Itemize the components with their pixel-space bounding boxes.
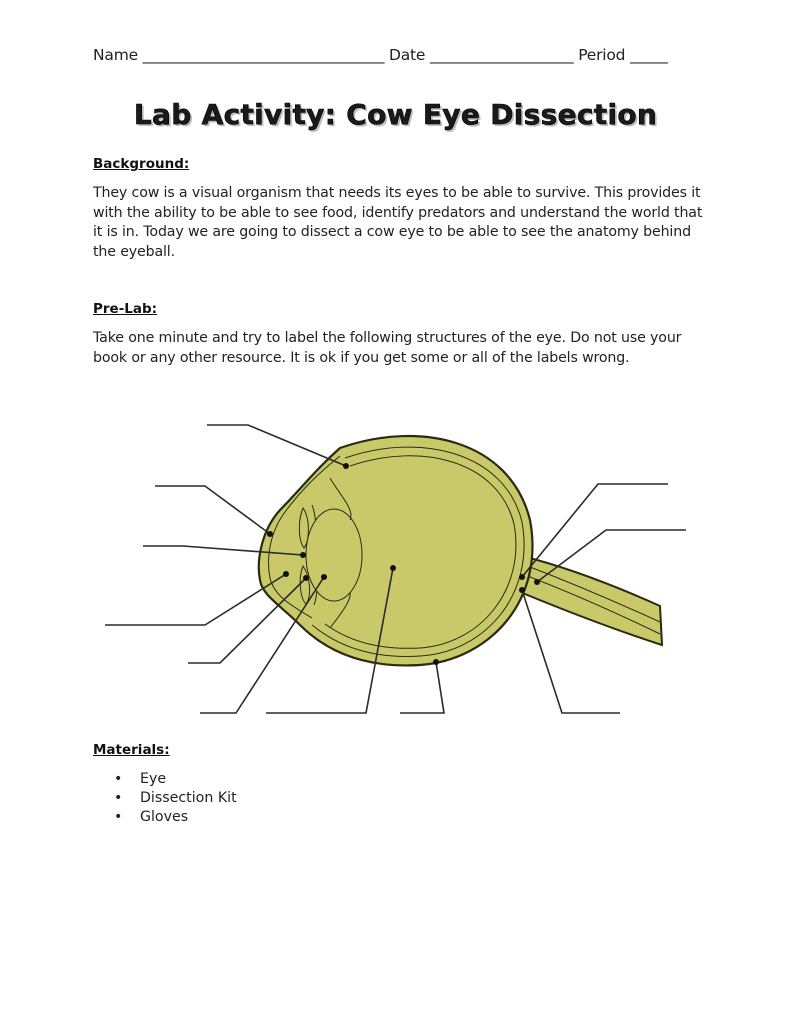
bullet-icon: • xyxy=(114,771,123,787)
name-blank[interactable]: ________________________________ xyxy=(142,46,385,64)
prelab-text: Take one minute and try to label the following structures of the eye. Do not use your book or any other resource. It is ok if you get some or all of the labels wrong. xyxy=(93,330,682,366)
background-text: They cow is a visual organism that needs its eyes to be able to survive. This provides it with the ability to be able to see food, identify predators and understand the world that it is in. Today we are going to dissect a cow eye to be able to see the anatomy behind the eyeball. xyxy=(93,185,703,260)
eye-illustration xyxy=(259,436,662,665)
date-blank[interactable]: ___________________ xyxy=(430,46,574,64)
page-title: Lab Activity: Cow Eye Dissection xyxy=(133,98,658,131)
name-label: Name xyxy=(93,46,138,64)
materials-heading: Materials: xyxy=(93,742,170,758)
list-item: • Eye xyxy=(114,771,167,787)
period-blank[interactable]: _____ xyxy=(630,46,668,64)
period-label: Period xyxy=(578,46,626,64)
student-info-line xyxy=(93,46,668,64)
prelab-heading: Pre-Lab: xyxy=(93,301,158,317)
bullet-icon: • xyxy=(114,809,123,825)
list-item: • Dissection Kit xyxy=(114,790,237,806)
date-label: Date xyxy=(389,46,426,64)
list-item: • Gloves xyxy=(114,809,189,825)
bullet-icon: • xyxy=(114,790,123,806)
eye-diagram xyxy=(0,395,791,725)
materials-list xyxy=(110,770,237,827)
background-heading: Background: xyxy=(93,156,190,172)
